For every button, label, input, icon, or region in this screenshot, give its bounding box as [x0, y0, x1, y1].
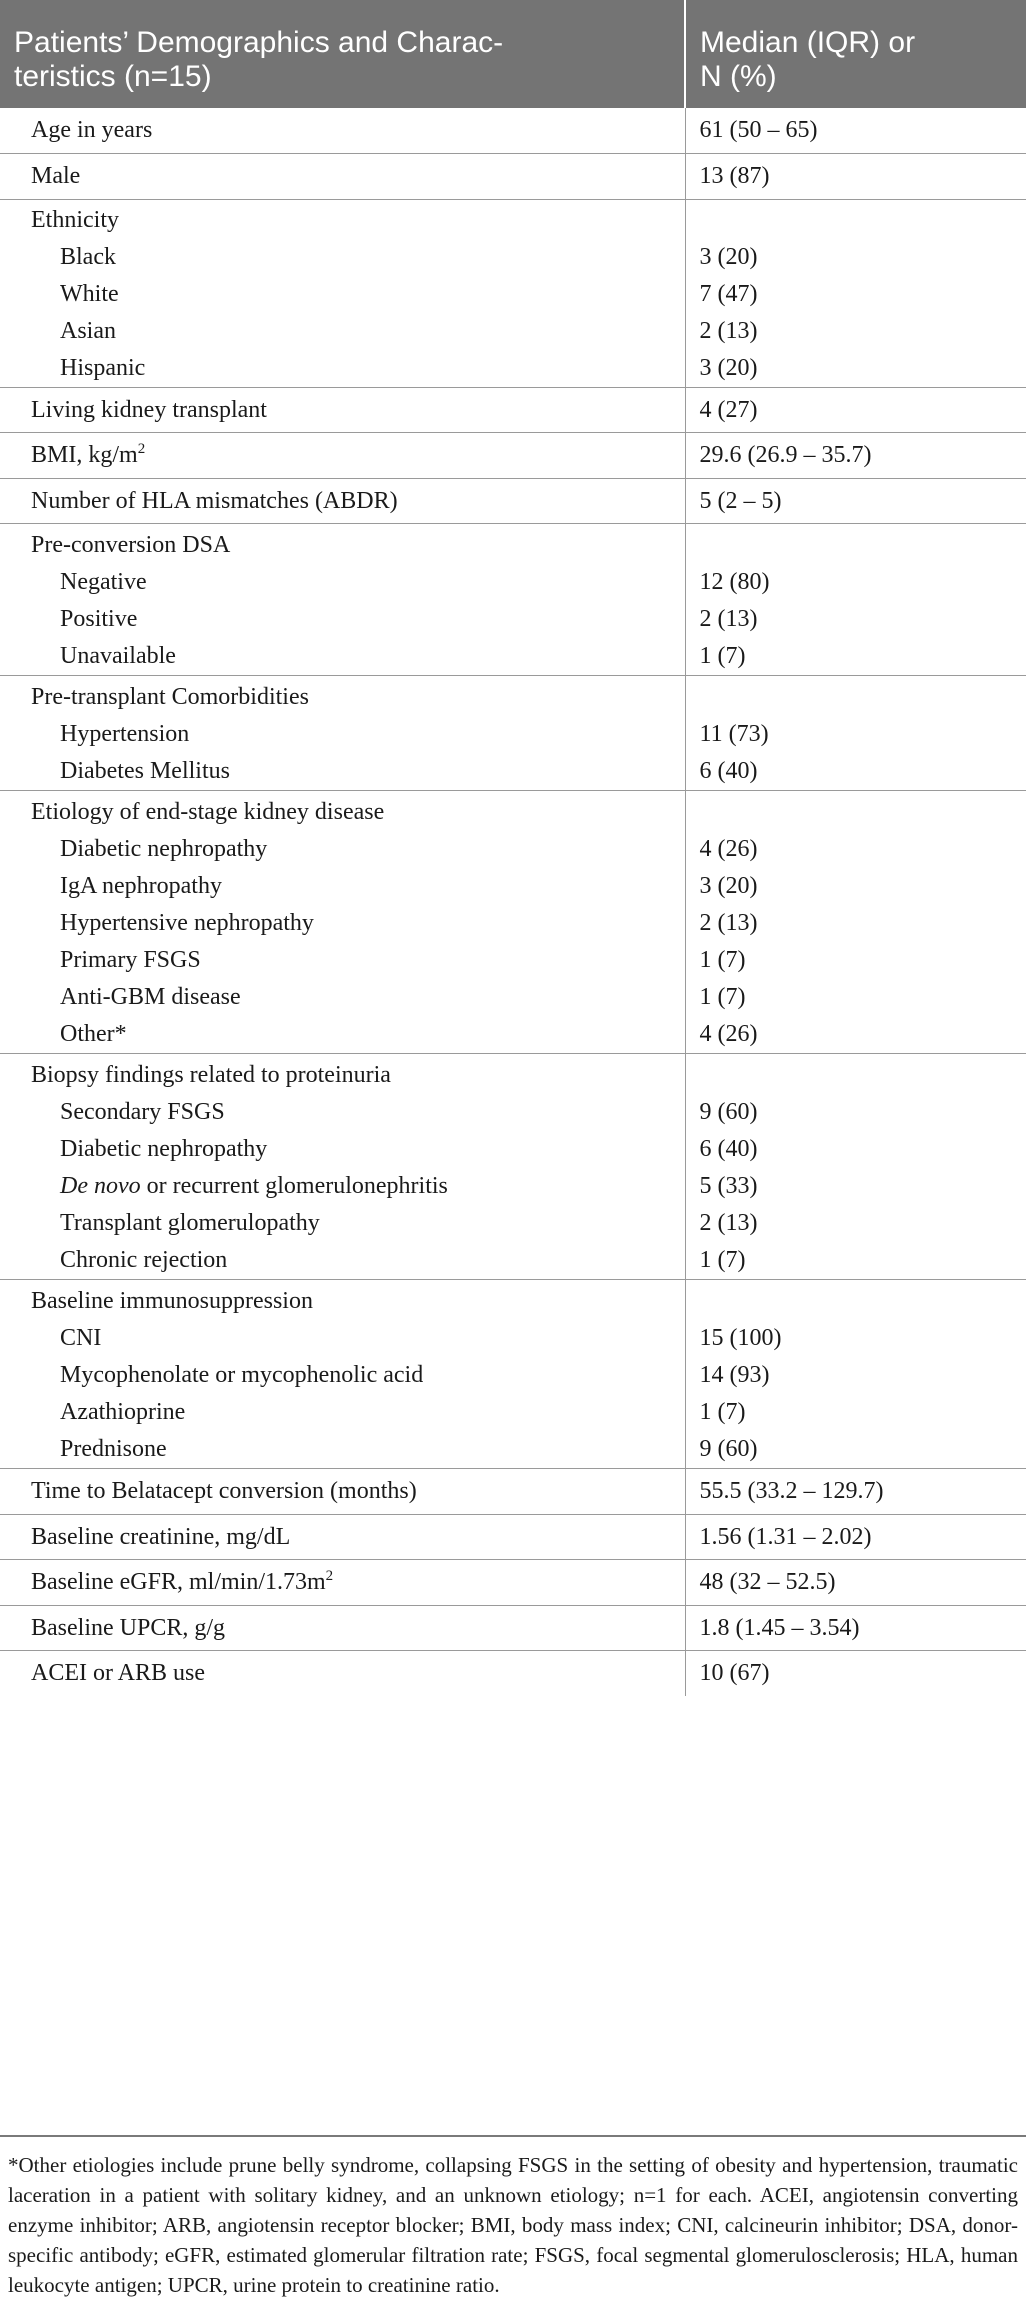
header-median	[685, 0, 1026, 108]
table-row	[0, 1605, 1026, 1650]
row-label-group	[0, 1279, 685, 1468]
group-item: Diabetic nephropathy	[60, 1135, 268, 1162]
row-value: 61 (50 – 65)	[699, 117, 818, 143]
group-value: 6 (40)	[699, 1135, 758, 1162]
row-value: 48 (32 – 52.5)	[685, 1559, 1026, 1605]
table-row	[0, 432, 1026, 478]
row-label: Living kidney transplant	[0, 387, 685, 432]
header-characteristics-line2: teristics (n=15)	[14, 60, 212, 93]
group-value: 4 (26)	[699, 1020, 758, 1047]
row-label: Baseline creatinine, mg/dL	[0, 1514, 685, 1559]
group-item: Negative	[60, 568, 147, 595]
row-label	[0, 1559, 685, 1605]
row-value-group	[685, 1053, 1026, 1279]
table-row	[0, 523, 1026, 675]
group-value: 6 (40)	[699, 757, 758, 784]
header-characteristics	[0, 0, 685, 108]
row-label-group	[0, 523, 685, 675]
group-item: Hispanic	[60, 354, 146, 381]
bmi-superscript: 2	[137, 440, 146, 457]
bmi-label: BMI, kg/m	[31, 441, 138, 468]
table-row	[0, 1468, 1026, 1514]
row-value: 4 (27)	[685, 387, 1026, 432]
header-median-line1: Median (IQR) or	[700, 26, 916, 59]
egfr-superscript: 2	[325, 1567, 334, 1584]
group-value: 9 (60)	[699, 1435, 758, 1462]
group-item: Azathioprine	[60, 1398, 186, 1425]
group-item: Secondary FSGS	[60, 1098, 225, 1125]
row-label: ACEI or ARB use	[0, 1650, 685, 1696]
table-row	[0, 675, 1026, 790]
group-value: 2 (13)	[699, 1209, 758, 1236]
row-value: 1.56 (1.31 – 2.02)	[685, 1514, 1026, 1559]
group-value: 9 (60)	[699, 1098, 758, 1125]
header-median-line2: N (%)	[700, 60, 777, 93]
row-value: 13 (87)	[685, 153, 1026, 199]
group-item: Chronic rejection	[60, 1246, 228, 1273]
table-row	[0, 478, 1026, 523]
group-value: 2 (13)	[699, 909, 758, 936]
table-row	[0, 1650, 1026, 1696]
group-value: 15 (100)	[699, 1324, 782, 1351]
group-value: 3 (20)	[699, 354, 758, 381]
row-label-group	[0, 675, 685, 790]
row-value-group	[685, 1279, 1026, 1468]
group-item: Hypertensive nephropathy	[60, 909, 314, 936]
group-value: 12 (80)	[699, 568, 770, 595]
row-value-group	[685, 523, 1026, 675]
row-value-group	[685, 675, 1026, 790]
group-value: 2 (13)	[699, 605, 758, 632]
group-value: 1 (7)	[699, 642, 746, 669]
group-item	[31, 1168, 685, 1205]
row-label: Male	[0, 153, 685, 199]
header-characteristics-line1: Patients’ Demographics and Charac-	[14, 26, 504, 59]
group-value: 1 (7)	[699, 1398, 746, 1425]
group-item: Anti-GBM disease	[60, 983, 241, 1010]
row-label: Number of HLA mismatches (ABDR)	[0, 478, 685, 523]
header-row	[0, 0, 1026, 108]
group-item: Asian	[60, 317, 116, 344]
group-value: 4 (26)	[699, 835, 758, 862]
group-item: Transplant glomerulopathy	[60, 1209, 320, 1236]
group-value: 7 (47)	[699, 280, 758, 307]
group-heading: Etiology of end-stage kidney disease	[31, 798, 385, 825]
group-heading: Pre-transplant Comorbidities	[31, 683, 309, 710]
group-item: Positive	[60, 605, 138, 632]
group-item: Black	[60, 243, 116, 270]
table-row	[0, 387, 1026, 432]
group-item: IgA nephropathy	[60, 872, 222, 899]
table-row	[0, 1279, 1026, 1468]
row-value: 1.8 (1.45 – 3.54)	[685, 1605, 1026, 1650]
group-item: Prednisone	[60, 1435, 167, 1462]
row-value-group	[685, 790, 1026, 1053]
group-value: 1 (7)	[699, 946, 746, 973]
group-item-rest: or recurrent glomerulonephritis	[140, 1172, 448, 1199]
group-heading: Pre-conversion DSA	[31, 531, 231, 558]
group-value: 1 (7)	[699, 1246, 746, 1273]
table-row	[0, 199, 1026, 387]
table-row	[0, 1559, 1026, 1605]
group-item: Unavailable	[60, 642, 176, 669]
group-item: Diabetic nephropathy	[60, 835, 268, 862]
group-value: 11 (73)	[699, 720, 769, 747]
row-label: Age in years	[0, 108, 685, 153]
group-item: Hypertension	[60, 720, 190, 747]
table-row	[0, 1514, 1026, 1559]
group-value: 3 (20)	[699, 243, 758, 270]
row-label-group	[0, 1053, 685, 1279]
group-value: 2 (13)	[699, 317, 758, 344]
row-value: 29.6 (26.9 – 35.7)	[685, 432, 1026, 478]
group-value: 3 (20)	[699, 872, 758, 899]
group-item: CNI	[60, 1324, 102, 1351]
table-footnote: *Other etiologies include prune belly syndrome, collapsing FSGS in the setting of obesity and hypertension, traumatic laceration in a patient with solitary kidney, and an unknown etiology; n=1 for each. ACEI, angiotensin converting enzyme inhibitor; ARB, angiotensin receptor blocker; BMI, body mass index; CNI, calcineurin inhibitor; DSA, donor-specific antibody; eGFR, estimated glomerular filtration rate; FSGS, focal segmental glomerulosclerosis; HLA, human leukocyte antigen; UPCR, urine protein to creatinine ratio.	[0, 2135, 1026, 2300]
egfr-label: Baseline eGFR, ml/min/1.73m	[31, 1568, 326, 1595]
table-row	[0, 153, 1026, 199]
row-value: 5 (2 – 5)	[685, 478, 1026, 523]
table-row	[0, 108, 1026, 153]
table-row	[0, 790, 1026, 1053]
group-item: Mycophenolate or mycophenolic acid	[60, 1361, 424, 1388]
row-label: Time to Belatacept conversion (months)	[0, 1468, 685, 1514]
row-label: Baseline UPCR, g/g	[0, 1605, 685, 1650]
group-value: 5 (33)	[699, 1172, 758, 1199]
group-heading: Baseline immunosuppression	[31, 1287, 313, 1314]
row-label-group	[0, 790, 685, 1053]
group-heading: Biopsy findings related to proteinuria	[31, 1061, 391, 1088]
group-value: 14 (93)	[699, 1361, 770, 1388]
row-value: 55.5 (33.2 – 129.7)	[685, 1468, 1026, 1514]
table-row	[0, 1053, 1026, 1279]
row-value-group	[685, 199, 1026, 387]
group-heading: Ethnicity	[31, 206, 119, 233]
row-value: 10 (67)	[685, 1650, 1026, 1696]
group-item: Other*	[60, 1020, 127, 1047]
group-value: 1 (7)	[699, 983, 746, 1010]
group-item: Diabetes Mellitus	[60, 757, 230, 784]
row-label	[0, 432, 685, 478]
italic-term: De novo	[60, 1172, 141, 1199]
row-label-group	[0, 199, 685, 387]
group-item: White	[60, 280, 119, 307]
group-item: Primary FSGS	[60, 946, 201, 973]
